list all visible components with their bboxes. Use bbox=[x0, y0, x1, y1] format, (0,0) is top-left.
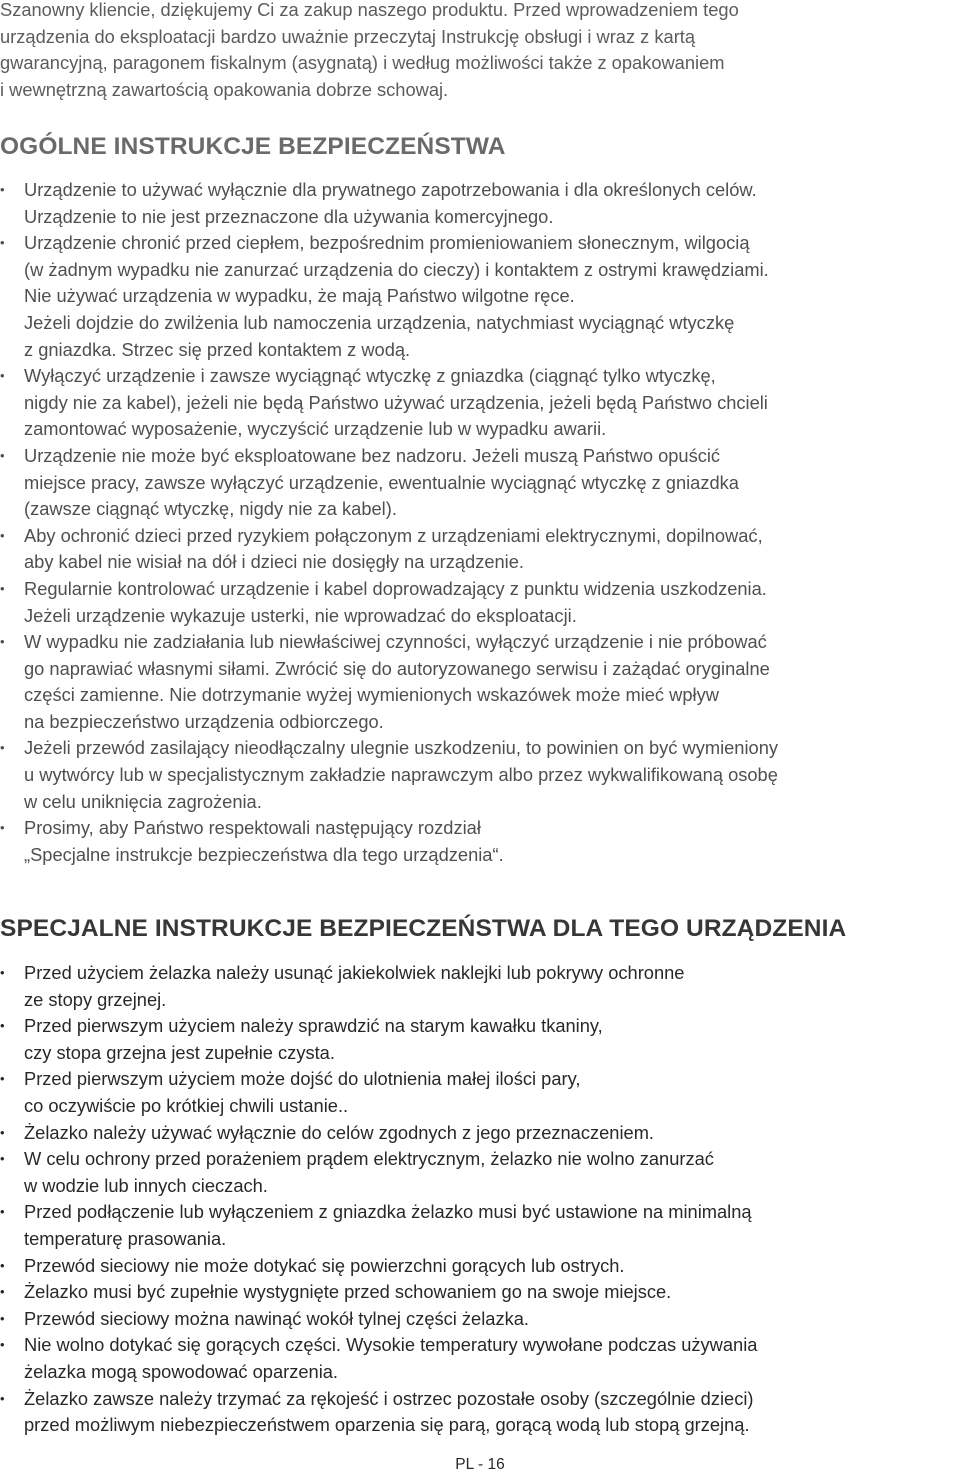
list-item-line: Regularnie kontrolować urządzenie i kabel doprowadzający z punktu widzenia uszkodzenia. bbox=[24, 577, 767, 599]
special-safety-item bbox=[0, 1253, 960, 1280]
list-item-line: Urządzenie nie może być eksploatowane bez nadzoru. Jeżeli muszą Państwo opuścić bbox=[24, 444, 721, 466]
bullet-icon: • bbox=[0, 1124, 5, 1140]
special-safety-item bbox=[0, 1120, 960, 1147]
list-item-line: Urządzenie chronić przed ciepłem, bezpośrednim promieniowaniem słonecznym, wilgocią bbox=[24, 232, 750, 254]
list-item-line: ze stopy grzejnej. bbox=[24, 988, 167, 1010]
bullet-icon: • bbox=[0, 580, 5, 596]
list-item-line: Przed pierwszym użyciem może dojść do ulotnienia małej ilości pary, bbox=[24, 1068, 581, 1090]
list-item-line: zamontować wyposażenie, wyczyścić urządzenie lub w wypadku awarii. bbox=[24, 418, 607, 440]
bullet-icon: • bbox=[0, 1204, 5, 1220]
bullet-icon: • bbox=[0, 965, 5, 980]
bullet-icon: • bbox=[0, 1390, 5, 1406]
list-item-line: Żelazko musi być zupełnie wystygnięte przed schowaniem go na swoje miejsce. bbox=[24, 1281, 672, 1303]
intro-paragraph bbox=[0, 0, 940, 103]
list-item-line: W celu ochrony przed porażeniem prądem elektrycznym, żelazko nie wolno zanurzać bbox=[24, 1148, 714, 1170]
list-item-line: „Specjalne instrukcje bezpieczeństwa dla tego urządzenia“. bbox=[24, 843, 504, 865]
special-safety-item bbox=[0, 1279, 960, 1306]
intro-line: Szanowny kliencie, dziękujemy Ci za zakup naszego produktu. Przed wprowadzeniem tego bbox=[0, 0, 739, 20]
list-item-line: w wodzie lub innych cieczach. bbox=[24, 1174, 268, 1196]
list-item-line: Urządzenie to nie jest przeznaczone dla używania komercyjnego. bbox=[24, 205, 554, 227]
special-safety-heading: SPECJALNE INSTRUKCJE BEZPIECZEŃSTWA DLA TEGO URZĄDZENIA bbox=[0, 915, 847, 942]
list-item-line: Aby ochronić dzieci przed ryzykiem połączonym z urządzeniami elektrycznymi, dopilnować, bbox=[24, 524, 763, 546]
general-safety-list bbox=[0, 177, 960, 868]
bullet-icon: • bbox=[0, 235, 5, 251]
bullet-icon: • bbox=[0, 1151, 5, 1167]
special-safety-list bbox=[0, 960, 960, 1439]
list-item-line: Żelazko należy używać wyłącznie do celów zgodnych z jego przeznaczeniem. bbox=[24, 1121, 654, 1143]
general-safety-item bbox=[0, 443, 960, 523]
list-item-line: co oczywiście po krótkiej chwili ustanie.. bbox=[24, 1094, 349, 1116]
list-item-line: miejsce pracy, zawsze wyłączyć urządzenie, ewentualnie wyciągnąć wtyczkę z gniazdka bbox=[24, 471, 739, 493]
general-safety-item bbox=[0, 230, 960, 363]
list-item-line: nigdy nie za kabel), jeżeli nie będą Państwo używać urządzenia, jeżeli będą Państwo chcieli bbox=[24, 391, 768, 413]
general-safety-heading: OGÓLNE INSTRUKCJE BEZPIECZEŃSTWA bbox=[0, 133, 506, 160]
list-item-line: Przewód sieciowy można nawinąć wokół tylnej części żelazka. bbox=[24, 1307, 529, 1329]
bullet-icon: • bbox=[0, 1071, 5, 1087]
list-item-line: czy stopa grzejna jest zupełnie czysta. bbox=[24, 1041, 335, 1063]
bullet-icon: • bbox=[0, 182, 5, 197]
list-item-line: Przed pierwszym użyciem należy sprawdzić na starym kawałku tkaniny, bbox=[24, 1015, 603, 1037]
list-item-line: Nie wolno dotykać się gorących części. Wysokie temperatury wywołane podczas używania bbox=[24, 1334, 758, 1356]
list-item-line: Jeżeli przewód zasilający nieodłączalny ulegnie uszkodzeniu, to powinien on być wymieniony bbox=[24, 737, 779, 759]
list-item-line: Jeżeli urządzenie wykazuje usterki, nie wprowadzać do eksploatacji. bbox=[24, 604, 577, 626]
list-item-line: u wytwórcy lub w specjalistycznym zakładzie naprawczym albo przez wykwalifikowaną osobę bbox=[24, 764, 778, 786]
general-safety-item bbox=[0, 363, 960, 443]
list-item-line: W wypadku nie zadziałania lub niewłaściwej czynności, wyłączyć urządzenie i nie próbować bbox=[24, 631, 767, 653]
page-number: PL - 16 bbox=[455, 1456, 505, 1473]
list-item-line: Nie używać urządzenia w wypadku, że mają Państwo wilgotne ręce. bbox=[24, 285, 575, 307]
list-item-line: Prosimy, aby Państwo respektowali następujący rozdział bbox=[24, 817, 481, 839]
general-safety-item bbox=[0, 523, 960, 576]
bullet-icon: • bbox=[0, 1018, 5, 1034]
bullet-icon: • bbox=[0, 1257, 5, 1273]
special-safety-item bbox=[0, 1386, 960, 1439]
list-item-line: z gniazdka. Strzec się przed kontaktem z wodą. bbox=[24, 338, 411, 360]
list-item-line: Wyłączyć urządzenie i zawsze wyciągnąć wtyczkę z gniazdka (ciągnąć tylko wtyczkę, bbox=[24, 365, 716, 387]
list-item-line: Jeżeli dojdzie do zwilżenia lub namoczenia urządzenia, natychmiast wyciągnąć wtyczkę bbox=[24, 311, 735, 333]
special-safety-item bbox=[0, 1066, 960, 1119]
special-safety-item bbox=[0, 1332, 960, 1385]
general-safety-item bbox=[0, 735, 960, 815]
bullet-icon: • bbox=[0, 634, 5, 650]
bullet-icon: • bbox=[0, 820, 5, 836]
intro-line: i wewnętrzną zawartością opakowania dobrze schowaj. bbox=[0, 78, 449, 100]
special-safety-item bbox=[0, 1306, 960, 1333]
list-item-line: (w żadnym wypadku nie zanurzać urządzenia do cieczy) i kontaktem z ostrymi krawędziami. bbox=[24, 258, 769, 280]
general-safety-item bbox=[0, 177, 960, 230]
special-safety-item bbox=[0, 1199, 960, 1252]
intro-line: gwarancyjną, paragonem fiskalnym (asygnatą) i według możliwości także z opakowaniem bbox=[0, 52, 725, 73]
bullet-icon: • bbox=[0, 1310, 5, 1326]
special-safety-item bbox=[0, 1146, 960, 1199]
list-item-line: żelazka mogą spowodować oparzenia. bbox=[24, 1360, 339, 1382]
list-item-line: go naprawiać własnymi siłami. Zwrócić się do autoryzowanego serwisu i zażądać oryginalne bbox=[24, 657, 770, 679]
general-safety-item bbox=[0, 629, 960, 735]
bullet-icon: • bbox=[0, 447, 5, 463]
list-item-line: części zamienne. Nie dotrzymanie wyżej wymienionych wskazówek może mieć wpływ bbox=[24, 684, 719, 706]
bullet-icon: • bbox=[0, 1337, 5, 1353]
list-item-line: w celu uniknięcia zagrożenia. bbox=[24, 790, 262, 812]
list-item-line: Urządzenie to używać wyłącznie dla prywatnego zapotrzebowania i dla określonych celów. bbox=[24, 179, 757, 200]
general-safety-item bbox=[0, 576, 960, 629]
list-item-line: na bezpieczeństwo urządzenia odbiorczego. bbox=[24, 710, 384, 732]
special-safety-item bbox=[0, 960, 960, 1013]
bullet-icon: • bbox=[0, 527, 5, 543]
bullet-icon: • bbox=[0, 740, 5, 756]
list-item-line: (zawsze ciągnąć wtyczkę, nigdy nie za kabel). bbox=[24, 498, 397, 520]
intro-line: urządzenia do eksploatacji bardzo uważnie przeczytaj Instrukcję obsługi i wraz z kartą bbox=[0, 25, 696, 47]
special-safety-item bbox=[0, 1013, 960, 1066]
bullet-icon: • bbox=[0, 1284, 5, 1300]
general-safety-item bbox=[0, 815, 960, 868]
list-item-line: aby kabel nie wisiał na dół i dzieci nie dosięgły na urządzenie. bbox=[24, 551, 524, 573]
list-item-line: Przewód sieciowy nie może dotykać się powierzchni gorących lub ostrych. bbox=[24, 1254, 625, 1276]
list-item-line: Żelazko zawsze należy trzymać za rękojeść i ostrzec pozostałe osoby (szczególnie dzieci) bbox=[24, 1387, 754, 1409]
list-item-line: Przed użyciem żelazka należy usunąć jakiekolwiek naklejki lub pokrywy ochronne bbox=[24, 962, 685, 983]
list-item-line: Przed podłączenie lub wyłączeniem z gniazdka żelazko musi być ustawione na minimalną bbox=[24, 1201, 752, 1223]
list-item-line: temperaturę prasowania. bbox=[24, 1227, 227, 1249]
list-item-line: przed możliwym niebezpieczeństwem oparzenia się parą, gorącą wodą lub stopą grzejną. bbox=[24, 1414, 750, 1436]
bullet-icon: • bbox=[0, 368, 5, 384]
